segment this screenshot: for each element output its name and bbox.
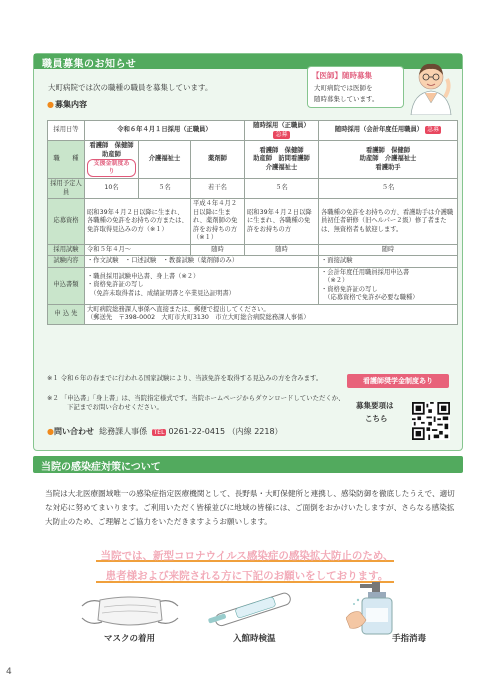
table-row: 採用予定人 員 10名 ５名 若干名 ５名 ５名 xyxy=(48,179,458,199)
infection-title: 当院の感染症対策について xyxy=(41,462,161,473)
mask-caption: マスクの着用 xyxy=(104,634,156,644)
table-row: 職 種 看護師 保健師 助産師 支援金制度あり 介護福祉士 薬剤師 看護師 保健師 助産師 訪問看護師 介護福祉士 看護師 保健師 助産師 介護福祉士 看護助手 xyxy=(48,141,458,179)
content-heading: ●募集内容 xyxy=(47,100,87,109)
sanitizer-caption: 手指消毒 xyxy=(392,634,427,644)
table-row: 試験内容 ・作文試験 ・口述試験 ・教養試験（薬剤師のみ） ・面接試験 xyxy=(48,256,458,268)
recruitment-title: 職員募集のお知らせ xyxy=(42,59,137,70)
temperature-caption: 入館時検温 xyxy=(233,634,276,644)
doctor-callout xyxy=(307,66,404,108)
hand-sanitizer-icon xyxy=(346,580,406,636)
doctor-callout-title: 【医師】随時募集 xyxy=(312,71,372,80)
infection-message-1: 当院では、新型コロナウイルス感染症の感染拡大防止のため、 xyxy=(100,550,394,562)
recruitment-table xyxy=(47,120,458,325)
qr-code-icon[interactable] xyxy=(412,402,450,440)
table-row: 申込書類 ・職員採用試験申込書、身上書（※２） ・資格免許証の写し （免許未取得者は、成績証明書と卒業見込証明書） ・会計年度任用職員採用申込書 （※２） ・資格免許証の写し （応募資格で免許が必要な職種） xyxy=(48,267,458,304)
infection-body: 当院は大北医療圏域唯一の感染症指定医療機関として、長野県・大町保健所と連携し、感染防御を徹底したうえで、適切な対応に努めてまいります。ご利用いただく皆様並びに地域の皆様には、ご面倒をおかけいたしますが、さらなる感染拡大防止のため、ご理解とご協力をいただきますようお願いします。 xyxy=(45,489,455,527)
table-row: 採用試験 令和５年４月～ 随時 随時 随時 xyxy=(48,244,458,256)
infection-message-2: 患者様および来院される方に下記のお願いをしております。 xyxy=(105,570,389,582)
infection-header xyxy=(33,456,463,473)
support-badge: 支援金制度あり xyxy=(87,159,136,177)
urgent-badge: 急募 xyxy=(275,130,288,138)
tel-badge: TEL xyxy=(153,429,165,436)
page-number: 4 xyxy=(6,667,12,677)
note-2: ※２ 「申込書」「身上書」は、当院指定様式です。当院ホームページからダウンロードしていただくか、下記までお問い合わせください。 xyxy=(47,394,345,411)
thermometer-icon xyxy=(206,590,296,630)
doctor-illustration-icon xyxy=(405,57,457,115)
table-row: 申 込 先 大町病院総務課人事係へ直接または、郵便で提出してください。 （郵送先 〒398-0002 大町市大町3130 市立大町総合病院総務課人事係） xyxy=(48,304,458,324)
mask-icon xyxy=(80,594,180,630)
note-1: ※１ 令和６年の春までに行われる国家試験により、当該免許を取得する見込みの方を含みます。 xyxy=(47,374,323,382)
recruitment-intro: 大町病院では次の職種の職員を募集しています。 xyxy=(48,83,213,92)
doctor-callout-line2: 随時募集しています。 xyxy=(314,95,379,103)
guide-label: 募集要項は xyxy=(356,401,394,410)
table-row: 採用日等 令和６年４月１日採用（正職員） 随時採用（正職員） 急募 随時採用（会計年度任用職員） 急募 xyxy=(48,121,458,141)
contact-line: ●問い合わせ 総務課人事係 TEL 0261-22-0415 （内線 2218） xyxy=(47,427,283,436)
nursing-scholarship-button[interactable]: 看護師奨学金制度あり xyxy=(347,374,449,388)
guide-link[interactable]: こちら xyxy=(365,414,388,423)
bullet-icon: ● xyxy=(47,427,54,436)
doctor-callout-line1: 大町病院では医師を xyxy=(314,84,373,92)
urgent-badge: 急募 xyxy=(427,126,440,134)
bullet-icon: ● xyxy=(47,100,54,109)
table-row: 応募資格 昭和39年４月２日以降に生まれ、各職種の免許をお持ちの方または、免許取得見込みの方（※１） 平成４年４月２日以降に生まれ、薬剤師の免許をお持ちの方（※１） 昭和39年４月２日以降に生まれ、各職種の免許をお持ちの方 各職種の免許をお持ちの方、看護助手は介護職員初任者研修（旧ヘルパー２級）修了者または、無資格者も歓迎します。 xyxy=(48,199,458,245)
phone-number[interactable]: 0261-22-0415 xyxy=(168,427,226,436)
